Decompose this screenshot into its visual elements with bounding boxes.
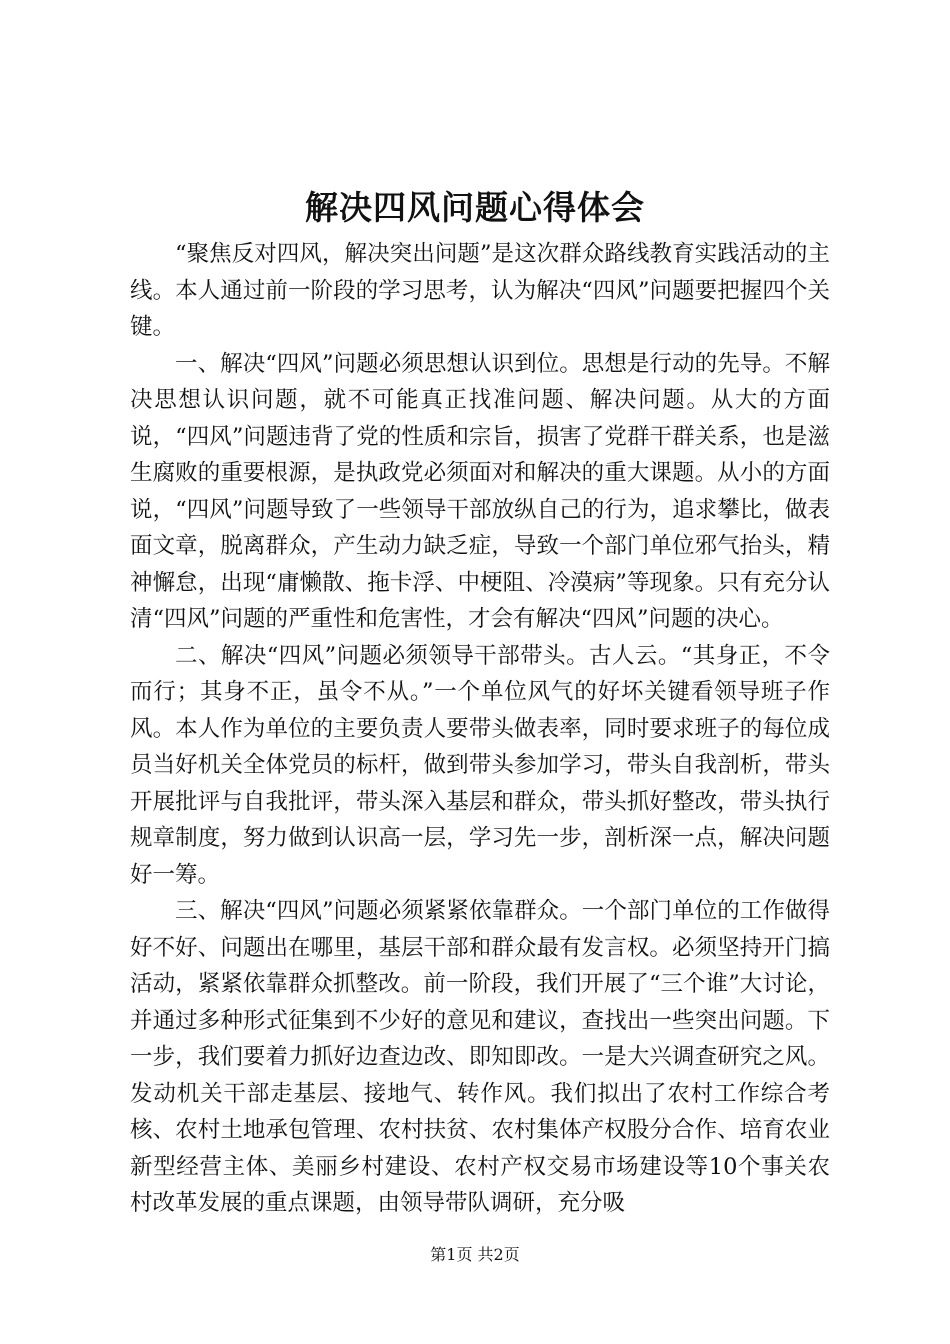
document-body xyxy=(130,236,830,1222)
page-footer: 第1页 共2页 xyxy=(430,1245,520,1264)
paragraph-point-two: 二、解决“四风”问题必须领导干部带头。古人云。“其身正，不令而行；其身不正，虽令不从。”一个单位风气的好坏关键看领导班子作风。本人作为单位的主要负责人要带头做表率，同时要求班子的每位成员当好机关全体党员的标杆，做到带头参加学习，带头自我剖析，带头开展批评与自我批评，带头深入基层和群众，带头抓好整改，带头执行规章制度，努力做到认识高一层，学习先一步，剖析深一点，解决问题好一筹。 xyxy=(130,642,830,888)
paragraph-point-one: 一、解决“四风”问题必须思想认识到位。思想是行动的先导。不解决思想认识问题，就不可能真正找准问题、解决问题。从大的方面说，“四风”问题违背了党的性质和宗旨，损害了党群干群关系，也是滋生腐败的重要根源，是执政党必须面对和解决的重大课题。从小的方面说，“四风”问题导致了一些领导干部放纵自己的行为，追求攀比，做表面文章，脱离群众，产生动力缺乏症，导致一个部门单位邪气抬头，精神懈怠，出现“庸懒散、拖卡浮、中梗阻、冷漠病”等现象。只有充分认清“四风”问题的严重性和危害性，才会有解决“四风”问题的决心。 xyxy=(130,350,830,632)
document-title: 解决四风问题心得体会 xyxy=(305,188,645,227)
paragraph-intro: “聚焦反对四风，解决突出问题”是这次群众路线教育实践活动的主线。本人通过前一阶段的学习思考，认为解决“四风”问题要把握四个关键。 xyxy=(130,241,830,340)
paragraph-point-three: 三、解决“四风”问题必须紧紧依靠群众。一个部门单位的工作做得好不好、问题出在哪里，基层干部和群众最有发言权。必须坚持开门搞活动，紧紧依靠群众抓整改。前一阶段，我们开展了“三个谁”大讨论，并通过多种形式征集到不少好的意见和建议，查找出一些突出问题。下一步，我们要着力抓好边查边改、即知即改。一是大兴调查研究之风。发动机关干部走基层、接地气、转作风。我们拟出了农村工作综合考核、农村土地承包管理、农村扶贫、农村集体产权股分合作、培育农业新型经营主体、美丽乡村建设、农村产权交易市场建设等10个事关农村改革发展的重点课题，由领导带队调研，充分吸 xyxy=(130,898,830,1216)
